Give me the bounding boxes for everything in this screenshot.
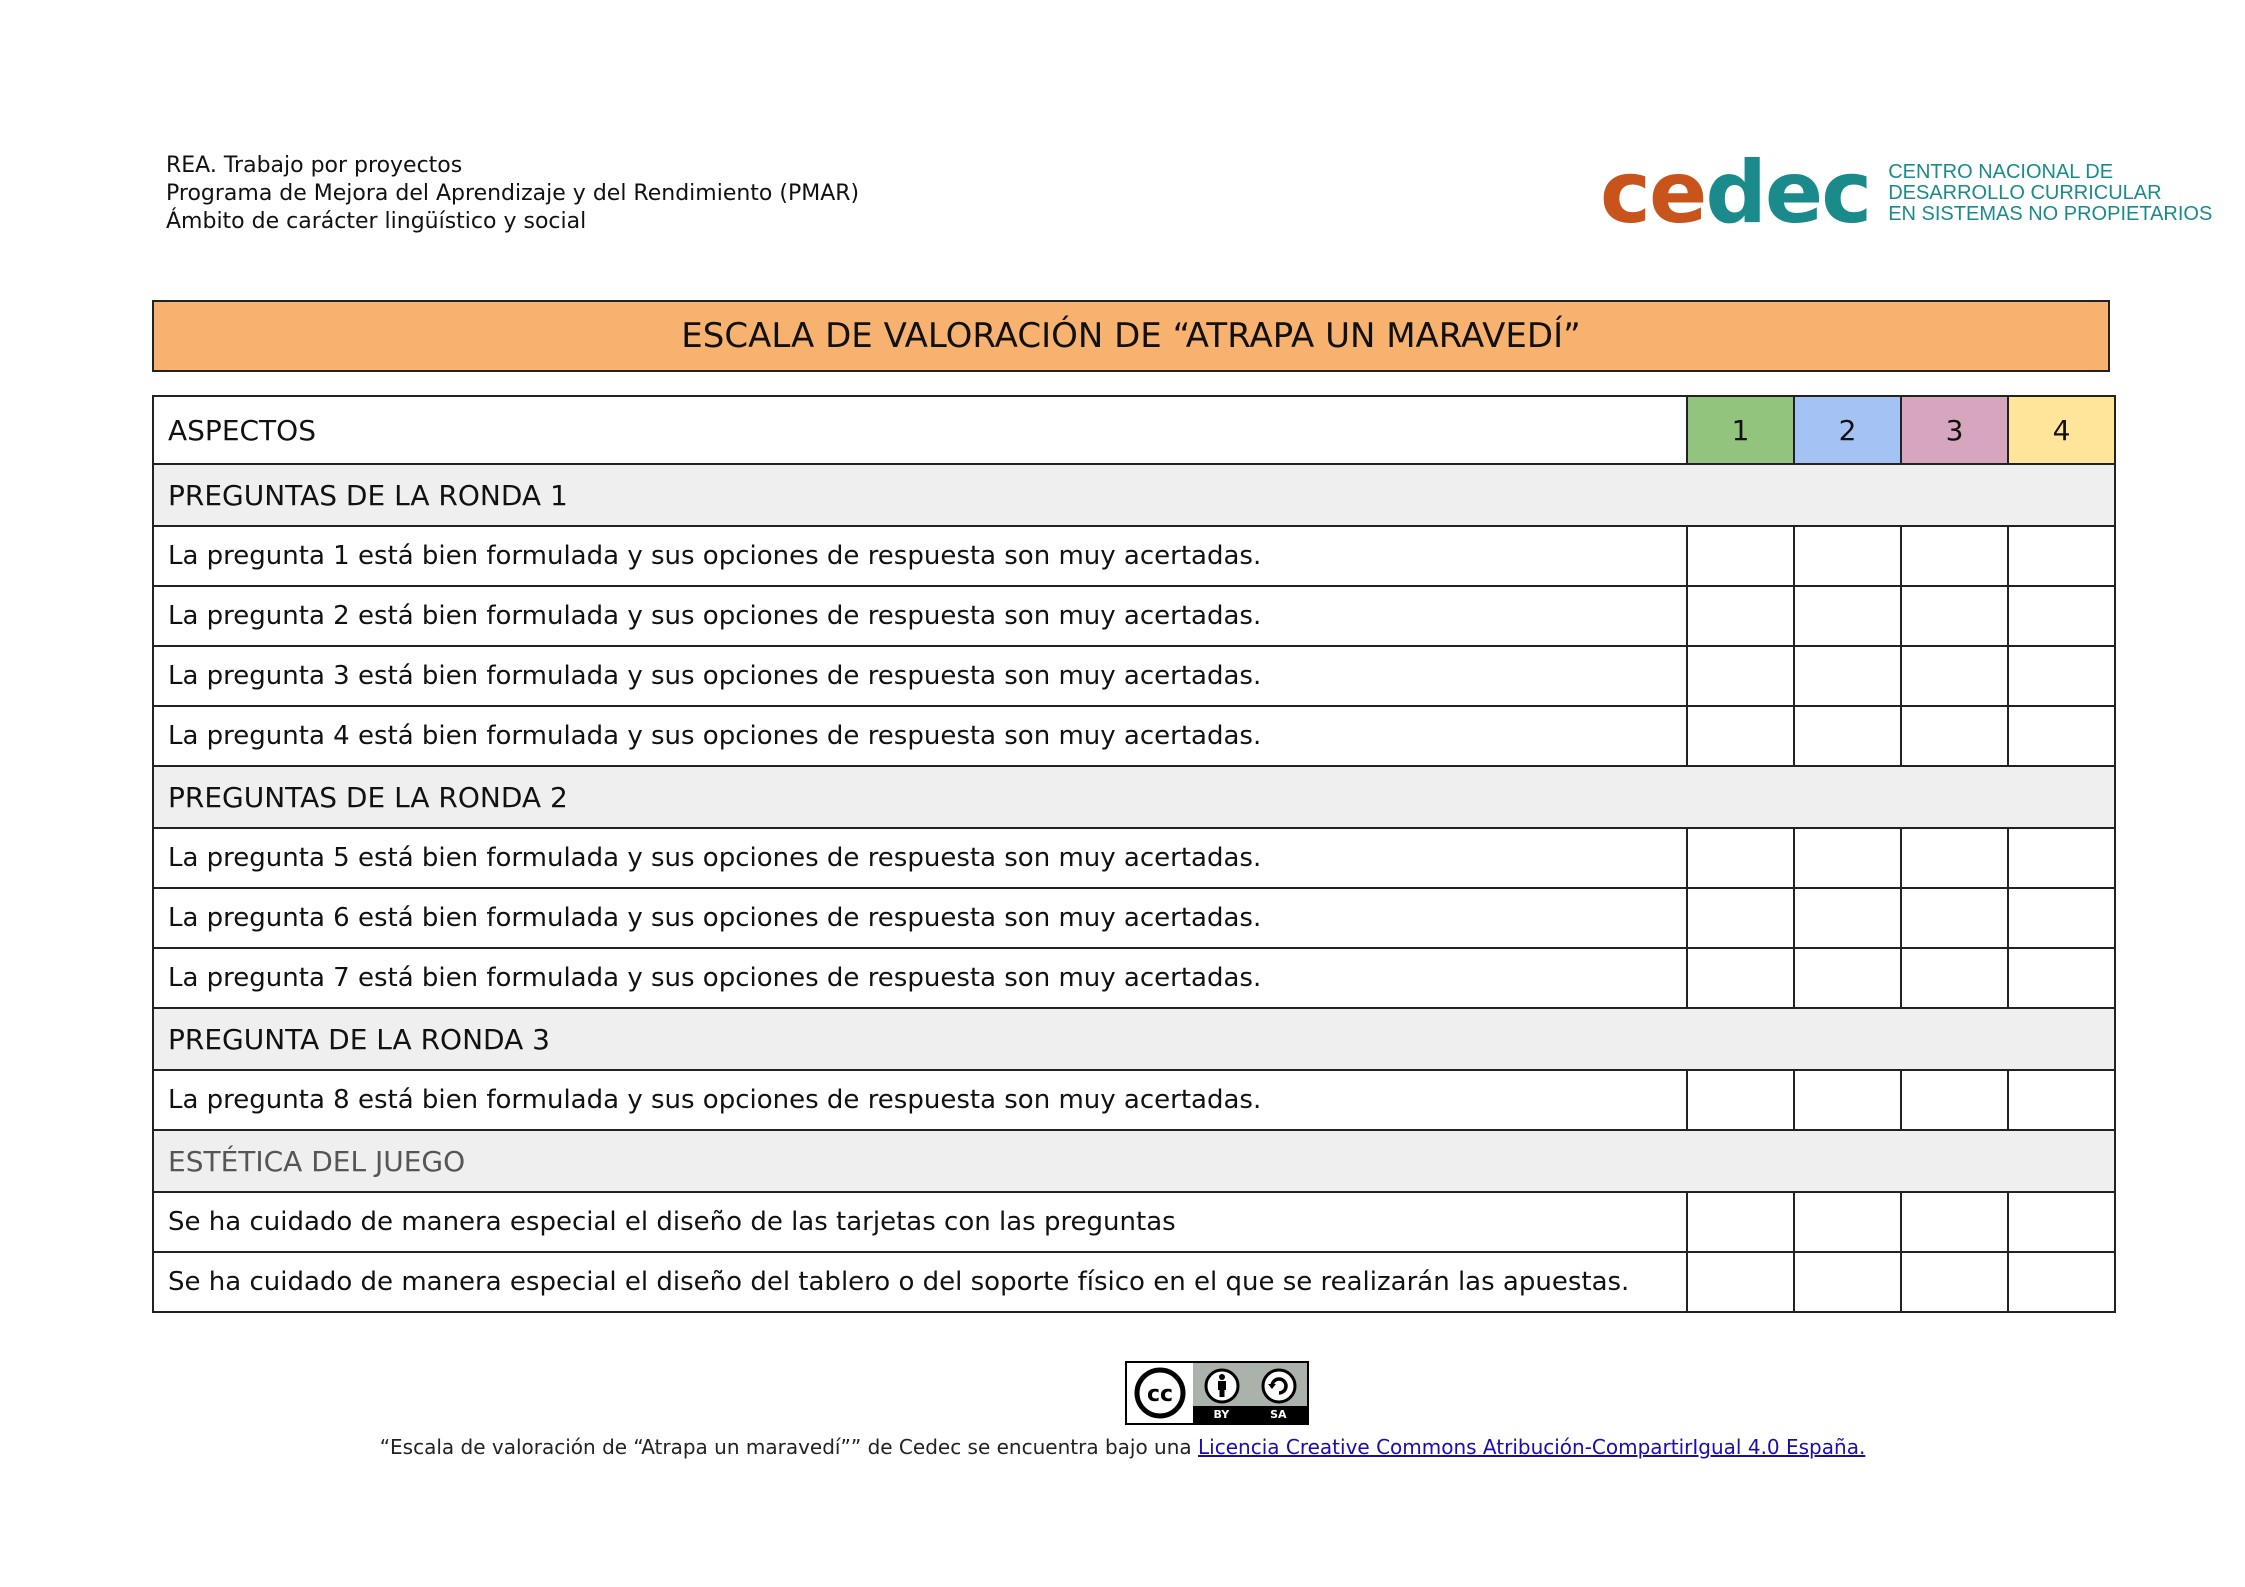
cedec-logo-subtitle — [1888, 162, 2212, 225]
score-cell-1[interactable] — [1687, 948, 1794, 1008]
attribution-icon — [1204, 1368, 1240, 1404]
section-row — [153, 766, 2115, 828]
score-cell-3[interactable] — [1901, 1192, 2008, 1252]
table-row — [153, 828, 2115, 888]
score-cell-3[interactable] — [1901, 646, 2008, 706]
rating-scale-table — [152, 395, 2116, 1313]
score-cell-3[interactable] — [1901, 526, 2008, 586]
score-cell-2[interactable] — [1794, 586, 1901, 646]
section-title: PREGUNTAS DE LA RONDA 2 — [153, 766, 2115, 828]
score-cell-4[interactable] — [2008, 586, 2115, 646]
section-title: PREGUNTA DE LA RONDA 3 — [153, 1008, 2115, 1070]
table-row — [153, 586, 2115, 646]
logo-sub-line3: EN SISTEMAS NO PROPIETARIOS — [1888, 202, 2213, 225]
score-cell-1[interactable] — [1687, 1252, 1794, 1312]
section-row — [153, 1130, 2115, 1192]
score-cell-3[interactable] — [1901, 888, 2008, 948]
table-header-row — [153, 396, 2115, 464]
score-cell-2[interactable] — [1794, 1070, 1901, 1130]
score-cell-4[interactable] — [2008, 888, 2115, 948]
score-cell-4[interactable] — [2008, 526, 2115, 586]
document-header — [166, 152, 859, 236]
table-row — [153, 706, 2115, 766]
score-cell-1[interactable] — [1687, 1070, 1794, 1130]
score-cell-3[interactable] — [1901, 948, 2008, 1008]
score-cell-1[interactable] — [1687, 888, 1794, 948]
score-cell-2[interactable] — [1794, 888, 1901, 948]
cc-license-badge[interactable] — [1125, 1361, 1309, 1425]
criterion-text: La pregunta 5 está bien formulada y sus opciones de respuesta son muy acertadas. — [153, 828, 1687, 888]
score-cell-3[interactable] — [1901, 828, 2008, 888]
score-cell-2[interactable] — [1794, 1252, 1901, 1312]
section-title: ESTÉTICA DEL JUEGO — [153, 1130, 2115, 1192]
cedec-logo — [1600, 143, 2213, 243]
criterion-text: La pregunta 3 está bien formulada y sus opciones de respuesta son muy acertadas. — [153, 646, 1687, 706]
badge-sa-label: SA — [1270, 1408, 1287, 1421]
header-line-program: Programa de Mejora del Aprendizaje y del Rendimiento (PMAR) — [166, 181, 860, 206]
cc-conditions — [1193, 1363, 1307, 1423]
license-attribution-text: “Escala de valoración de “Atrapa un maravedí”” de Cedec se encuentra bajo una — [379, 1435, 1199, 1459]
score-cell-1[interactable] — [1687, 1192, 1794, 1252]
logo-word-part1: ce — [1600, 143, 1706, 243]
license-link[interactable]: Licencia Creative Commons Atribución-CompartirIgual 4.0 España. — [1198, 1435, 1866, 1459]
score-cell-3[interactable] — [1901, 586, 2008, 646]
criterion-text: Se ha cuidado de manera especial el diseño del tablero o del soporte físico en el que se realizarán las apuestas. — [153, 1252, 1687, 1312]
table-row — [153, 526, 2115, 586]
score-cell-1[interactable] — [1687, 828, 1794, 888]
score-cell-3[interactable] — [1901, 1252, 2008, 1312]
score-cell-4[interactable] — [2008, 948, 2115, 1008]
score-cell-1[interactable] — [1687, 586, 1794, 646]
cc-icon — [1127, 1363, 1193, 1423]
score-cell-1[interactable] — [1687, 526, 1794, 586]
logo-sub-line1: CENTRO NACIONAL DE — [1888, 160, 2114, 183]
score-cell-2[interactable] — [1794, 706, 1901, 766]
document-title: ESCALA DE VALORACIÓN DE “ATRAPA UN MARAVEDÍ” — [152, 300, 2110, 372]
score-cell-4[interactable] — [2008, 1070, 2115, 1130]
criterion-text: Se ha cuidado de manera especial el diseño de las tarjetas con las preguntas — [153, 1192, 1687, 1252]
score-cell-1[interactable] — [1687, 706, 1794, 766]
badge-by-label: BY — [1213, 1408, 1230, 1421]
table-row — [153, 1070, 2115, 1130]
score-cell-4[interactable] — [2008, 828, 2115, 888]
score-cell-4[interactable] — [2008, 646, 2115, 706]
table-row — [153, 1252, 2115, 1312]
criterion-text: La pregunta 2 está bien formulada y sus opciones de respuesta son muy acertadas. — [153, 586, 1687, 646]
criterion-text: La pregunta 8 está bien formulada y sus opciones de respuesta son muy acertadas. — [153, 1070, 1687, 1130]
criterion-text: La pregunta 7 está bien formulada y sus opciones de respuesta son muy acertadas. — [153, 948, 1687, 1008]
table-row — [153, 888, 2115, 948]
table-row — [153, 948, 2115, 1008]
criterion-text: La pregunta 4 está bien formulada y sus opciones de respuesta son muy acertadas. — [153, 706, 1687, 766]
license-footer — [0, 1435, 2245, 1459]
score-cell-4[interactable] — [2008, 706, 2115, 766]
section-row — [153, 1008, 2115, 1070]
score-header-3: 3 — [1901, 396, 2008, 464]
section-row — [153, 464, 2115, 526]
score-header-1: 1 — [1687, 396, 1794, 464]
score-cell-2[interactable] — [1794, 526, 1901, 586]
score-cell-2[interactable] — [1794, 646, 1901, 706]
svg-text:cc: cc — [1146, 1382, 1174, 1407]
score-cell-2[interactable] — [1794, 828, 1901, 888]
header-line-project: REA. Trabajo por proyectos — [166, 153, 463, 178]
score-cell-3[interactable] — [1901, 1070, 2008, 1130]
criterion-text: La pregunta 1 está bien formulada y sus opciones de respuesta son muy acertadas. — [153, 526, 1687, 586]
score-cell-1[interactable] — [1687, 646, 1794, 706]
score-cell-2[interactable] — [1794, 948, 1901, 1008]
logo-word-part2: dec — [1705, 143, 1871, 243]
score-header-4: 4 — [2008, 396, 2115, 464]
aspects-header: ASPECTOS — [153, 396, 1687, 464]
score-cell-4[interactable] — [2008, 1252, 2115, 1312]
logo-sub-line2: DESARROLLO CURRICULAR — [1888, 181, 2162, 204]
section-title: PREGUNTAS DE LA RONDA 1 — [153, 464, 2115, 526]
table-row — [153, 646, 2115, 706]
score-cell-2[interactable] — [1794, 1192, 1901, 1252]
cedec-logo-word — [1600, 143, 1871, 243]
table-row — [153, 1192, 2115, 1252]
score-header-2: 2 — [1794, 396, 1901, 464]
score-cell-3[interactable] — [1901, 706, 2008, 766]
score-cell-4[interactable] — [2008, 1192, 2115, 1252]
criterion-text: La pregunta 6 está bien formulada y sus opciones de respuesta son muy acertadas. — [153, 888, 1687, 948]
share-alike-icon — [1261, 1368, 1297, 1404]
header-line-area: Ámbito de carácter lingüístico y social — [166, 209, 587, 234]
